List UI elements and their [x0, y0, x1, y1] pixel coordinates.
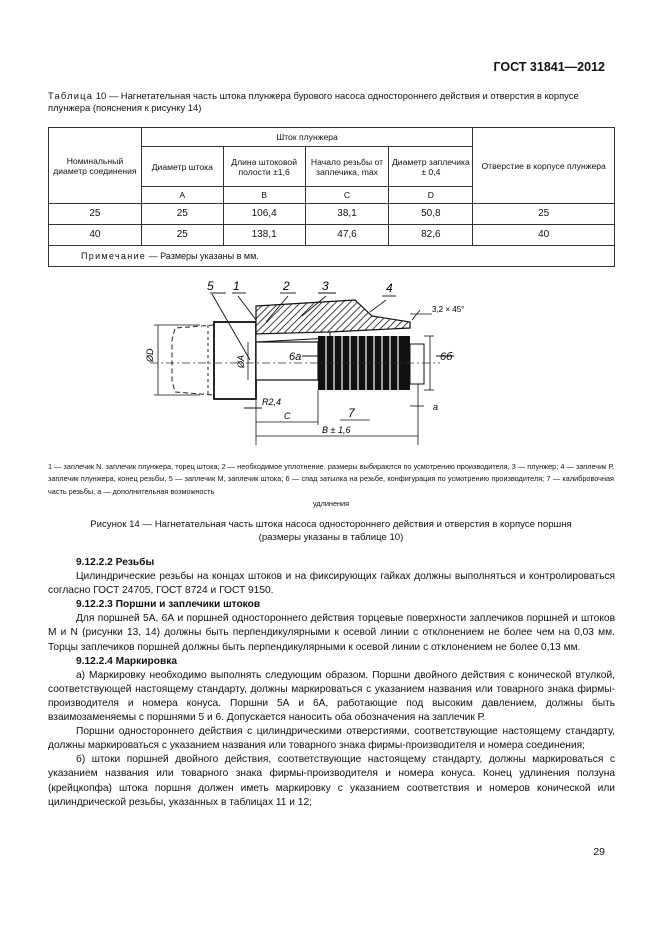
table-note: [49, 246, 615, 267]
table-cell: 40: [473, 225, 615, 246]
paragraph: Для поршней 5А, 6А и поршней одностороннего действия торцевые поверхности заплечиков поршней и штоков М и N (рисунки 13, 14) должны быть перпендикулярными к осевой линии с отклонением не более чем на 0,03 мм. Торцы заплечиков поршней должны быть перпендикулярными к осевой линии с отклонением не более 0,13 мм.: [48, 613, 615, 653]
callout-2: 2: [283, 279, 290, 293]
col-letter-c: C: [305, 187, 389, 204]
col-hole: Отверстие в корпусе плунжера: [473, 128, 615, 204]
legend-text: 1 — заплечик N. заплечик плунжера, торец штока; 2 — необходимое уплотнение. размеры выбираются по усмотрению производителя, 3 — плунжер; 4 — заплечик Р, заплечик плунжера, конец резьбы, 5 — заплечик М, заплечик штока; 6 — спад затылка на резьбе, конфигурация по усмотрению производителя; 7 — калибровочная часть резьбы, a — дополнительная возможность: [48, 462, 614, 496]
chamfer-label: 3,2 × 45°: [432, 305, 465, 314]
callout-5: 5: [207, 279, 214, 293]
paragraph: Цилиндрические резьбы на концах штоков и на фиксирующих гайках должны выполняться и контролироваться согласно ГОСТ 24705, ГОСТ 8724 и ГОСТ 9150.: [48, 571, 615, 597]
col-nominal-diameter: Номинальный диаметр соединения: [49, 128, 142, 204]
table-cell: 25: [473, 204, 615, 225]
table-cell: 50,8: [389, 204, 473, 225]
col-letter-d: D: [389, 187, 473, 204]
figure-caption-line1: Рисунок 14 — Нагнетательная часть штока насоса одностороннего действия и отверстия в корпусе поршня: [90, 519, 572, 530]
dim-c-label: C: [284, 411, 291, 421]
figure-legend: [48, 461, 614, 511]
table-cell: 25: [141, 225, 223, 246]
table-caption-number: 10: [93, 90, 107, 101]
figure-14-drawing: [0, 270, 661, 455]
callout-3: 3: [322, 279, 329, 293]
callout-4: 4: [386, 281, 393, 295]
table-cell: 138,1: [223, 225, 305, 246]
table-cell: 47,6: [305, 225, 389, 246]
dim-a-label: ØA: [236, 354, 246, 368]
table-cell: 25: [49, 204, 142, 225]
plunger-section: [256, 300, 410, 334]
paragraph: б) штоки поршней двойного действия, соответствующие настоящему стандарту, должны маркироваться с указанием названия или товарного знака фирмы-производителя и номера конуса. Конец удлинения ползуна (крейцкопфа) штока поршня должен иметь маркировку с указанием соответствия и номеров конической или цилиндрической резьбы, указанных в таблицах 11 и 12;: [48, 754, 615, 808]
section-heading: 9.12.2.3 Поршни и заплечики штоков: [76, 599, 261, 611]
radius-label: R2,4: [262, 397, 282, 407]
table-row: [49, 204, 615, 225]
col-rod-diameter: Диаметр штока: [141, 147, 223, 187]
col-shoulder-diameter: Диаметр заплечика ± 0,4: [389, 147, 473, 187]
col-rod-length: Длина штоковой полости ±1,6: [223, 147, 305, 187]
callout-1: 1: [233, 279, 240, 293]
body-text: [48, 556, 615, 810]
table-row: [49, 225, 615, 246]
table-10: [48, 127, 615, 267]
legend-tail: удлинения: [312, 499, 350, 509]
dim-b-label: B ± 1,6: [322, 425, 351, 435]
col-letter-b: B: [223, 187, 305, 204]
table-note-text: — Размеры указаны в мм.: [146, 251, 259, 261]
table-cell: 40: [49, 225, 142, 246]
table-cell: 25: [141, 204, 223, 225]
dim-d-label: ØD: [145, 348, 155, 362]
rod-tip: [410, 344, 424, 384]
table-caption: [48, 90, 614, 114]
figure-caption: [48, 518, 614, 544]
section-heading: 9.12.2.2 Резьбы: [76, 557, 155, 568]
label-a: a: [433, 402, 439, 412]
figure-caption-line2: (размеры указаны в таблице 10): [258, 532, 404, 543]
col-thread-start: Начало резьбы от заплечика, max: [305, 147, 389, 187]
table-caption-label: Таблица: [48, 90, 94, 101]
table-cell: 38,1: [305, 204, 389, 225]
rod-stub: [256, 342, 318, 380]
rod-outline: [172, 325, 214, 395]
page-number: 29: [593, 846, 605, 858]
group-header-rod: Шток плунжера: [141, 128, 472, 147]
section-heading: 9.12.2.4 Маркировка: [76, 655, 177, 667]
label-6a: 6a: [289, 351, 302, 363]
table-caption-text: — Нагнетательная часть штока плунжера бурового насоса одностороннего действия и отверстия в корпусе плунжера (пояснения к рисунку 14): [48, 90, 579, 113]
document-header: ГОСТ 31841—2012: [493, 60, 605, 74]
paragraph: Поршни одностороннего действия с цилиндрическими отверстиями, соответствующие настоящему стандарту, должны маркироваться с указанием названия или товарного знака фирмы-производителя и номера соединения;: [48, 726, 615, 752]
table-cell: 82,6: [389, 225, 473, 246]
label-6b: 6б: [440, 351, 453, 363]
callout-7: 7: [348, 406, 355, 420]
table-note-label: Примечание: [81, 251, 147, 261]
paragraph: а) Маркировку необходимо выполнять следующим образом. Поршни двойного действия с конической втулкой, соответствующей настоящему стандарту, должны маркироваться с указанием названия или товарного знака фирмы-производителя и номера конуса. Поршни 5А и 6А, работающие под высоким давлением, должны быть взаимозаменяемы с поршнями 5 и 6. Допускается наносить оба обозначения на заплечик Р.: [48, 669, 615, 724]
col-letter-a: A: [141, 187, 223, 204]
table-cell: 106,4: [223, 204, 305, 225]
